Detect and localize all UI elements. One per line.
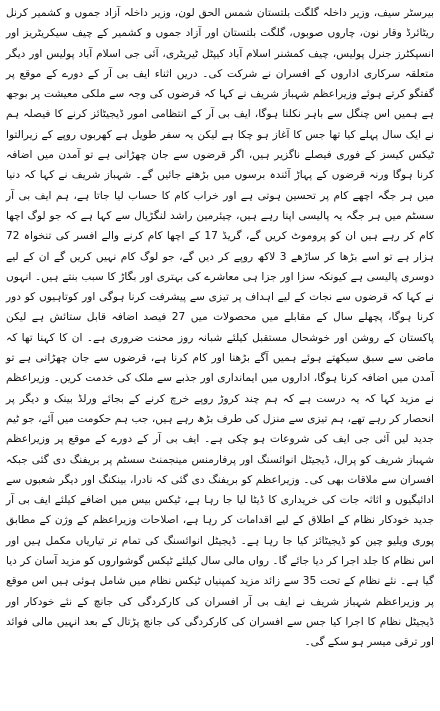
article-paragraph: بیرسٹر سیف، وزیر داخلہ گلگت بلتستان شمس الحق لون، وزیر داخلہ آزاد جموں و کشمیر کرنل ریٹائرڈ وقار نون، چاروں صوبوں، گلگت بلتستان اور آزاد جموں و کشمیر کے چیف سیکریٹریز اور انسپکٹرز جنرل پولیس، چیف کمشنر اسلام آباد کیپٹل ٹیریٹری، آئی جی اسلام آباد پولیس اور دیگر متعلقہ سرکاری اداروں کے افسران نے شرکت کی۔ دریں اثناء ایف بی آر کے دورے کے موقع پر گفتگو کرتے ہوئے وزیراعظم شہباز شریف نے کہا کہ قرضوں کی وجہ سے ملکی معیشت پر بوجھ ہے ہمیں اس چنگل سے باہر نکلنا ہوگا، ایف بی آر کے انتظامی امور ڈیجیٹائز کرنے کا فیصلہ ہم نے ایک سال پہلے کیا تھا جس کا آغاز ہو چکا ہے لیکن یہ سفر طویل ہے کھربوں روپے کے زیرالتوا ٹیکس کیسز کے فوری فیصلے ناگزیر ہیں، اگر قرضوں سے جان چھڑانی ہے تو آمدن میں اضافہ کرنا ہوگا ورنہ قرضوں کے پہاڑ آئندہ برسوں میں بڑھتے جائیں گے۔ شہباز شریف نے کہا کہ دنیا میں ہر جگہ اچھے کام پر تحسین ہوتی ہے اور خراب کام کا حساب لیا جاتا ہے، ہم ایف بی آر سسٹم میں ہر جگہ یہ پالیسی اپنا رہے ہیں، چیئرمین راشد لنگڑیال سے کہا ہے کہ جو لوگ اچھا کام کر رہے ہیں ان کو پروموٹ کریں گے، گریڈ 17 کے اچھا کام کرنے والے افسر کی تنخواہ 72 ہزار ہے تو اسے بڑھا کر ساڑھے 3 لاکھ روپے کر دیں گے، جو لوگ کام نہیں کریں گے ان کے لیے دوسری پالیسی ہے کیونکہ سزا اور جزا ہی معاشرے کی بہتری اور بگاڑ کا سبب بنتے ہیں۔ انہوں نے کہا کہ قرضوں سے نجات کے لیے اہداف پر تیزی سے پیشرفت کرنا ہوگی اور کوتاہیوں کو دور کرنا ہوگا، پچھلے سال کے مقابلے میں محصولات میں 27 فیصد اضافہ قابل ستائش ہے لیکن پاکستان کے روشن اور خوشحال مستقبل کیلئے شبانہ روز محنت ضروری ہے۔ ان کا کہنا تھا کہ ماضی سے سبق سیکھتے ہوئے ہمیں آگے بڑھنا اور کام کرنا ہے، قرضوں سے جان چھڑانی ہے تو آمدن میں اضافہ کرنا ہوگا، اداروں میں ایمانداری اور جذبے سے ملک کی خدمت کریں۔ وزیراعظم نے مزید کہا کہ یہ درست ہے کہ ہم چند کروڑ روپے خرچ کرنے کے بجائے ورلڈ بینک و دیگر پر انحصار کر رہے تھے، ہم تیزی سے منزل کی طرف بڑھ رہے ہیں، جب ہم حکومت میں آئے، جو ٹیم جدید لیں آئی جی ایف کی شروعات ہو چکی ہے۔ ایف بی آر کے دورے کے موقع پر وزیراعظم شہباز شریف کو پرال، ڈیجیٹل انوائسنگ اور پرفارمنس مینجمنٹ سسٹم پر بریفنگ دی گئی جبکہ افسران سے ملاقات بھی کی۔ وزیراعظم کو بریفنگ دی گئی کہ نادرا، بینکنگ اور دیگر شعبوں سے ادائیگیوں و اثاثہ جات کی خریداری کا ڈیٹا لیا جا رہا ہے، ٹیکس بیس میں اضافے کیلئے ایف بی آر جدید خودکار نظام کے اطلاق کے لیے اقدامات کر رہا ہے، اصلاحات وزیراعظم کے وژن کے مطابق پوری ویلیو چین کو ڈیجیٹائز کیا جا رہا ہے۔ ڈیجیٹل انوائسنگ کی تمام تر تیاریاں مکمل ہیں اور اس نظام کا جلد اجرا کر دیا جائے گا۔ رواں مالی سال کیلئے ٹیکس گوشواروں کو مزید آسان کر دیا گیا ہے۔ نئے نظام کے تحت 35 سے زائد مزید کمپنیاں ٹیکس نظام میں شامل ہوئی ہیں اس موقع پر وزیراعظم شہباز شریف نے ایف بی آر افسران کی کارکردگی کی جانچ کے نئے خودکار اور ڈیجیٹل نظام کا اجرا کیا جس سے افسران کی کارکردگی کی جانچ پڑتال کے بعد انہیں مالی فوائد اور ترقی میسر ہو سکے گی۔ — [6, 7, 435, 649]
